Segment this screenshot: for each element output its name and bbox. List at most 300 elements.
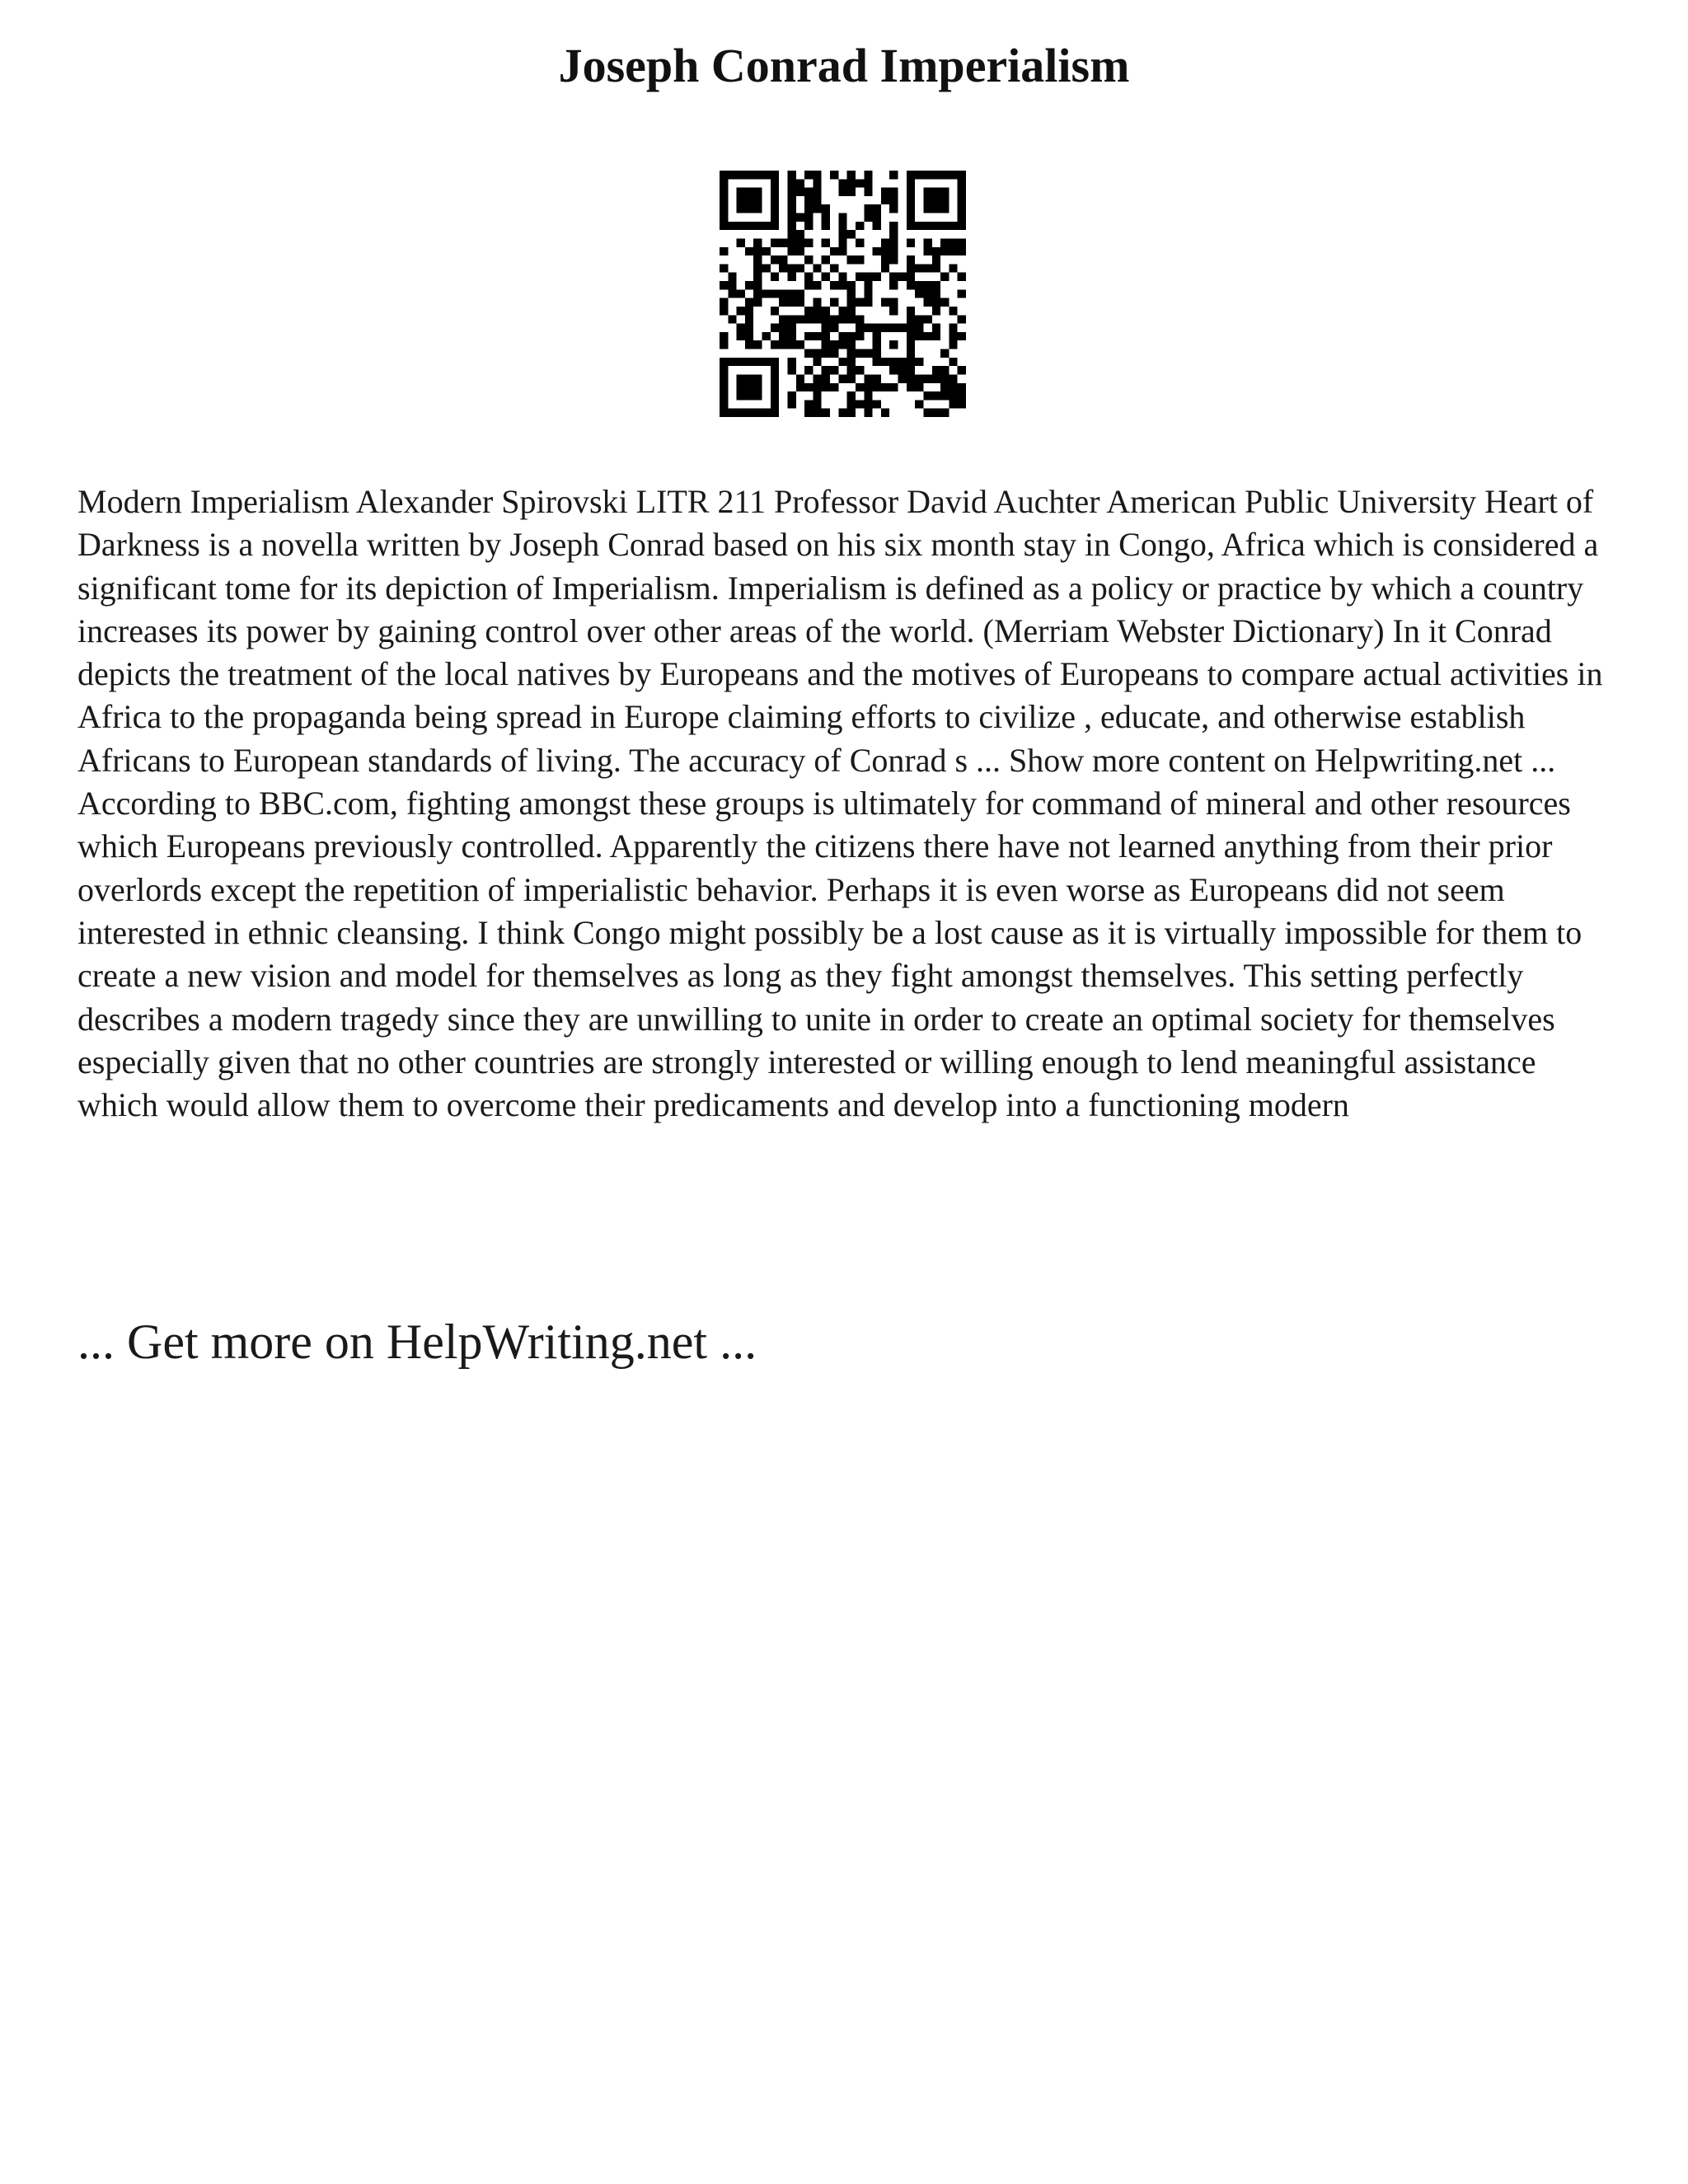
qr-module <box>753 298 762 307</box>
qr-module <box>813 409 821 417</box>
qr-module <box>856 179 864 187</box>
qr-module <box>796 188 804 196</box>
qr-module <box>889 340 898 349</box>
qr-module <box>787 171 795 179</box>
qr-module <box>745 298 753 307</box>
qr-module <box>822 273 830 281</box>
qr-module <box>822 307 830 315</box>
qr-module <box>940 349 949 358</box>
qr-module <box>737 196 745 204</box>
qr-module <box>864 188 872 196</box>
qr-module <box>804 307 813 315</box>
qr-module <box>949 340 957 349</box>
qr-module <box>804 315 813 323</box>
qr-module <box>847 349 856 358</box>
qr-module <box>771 238 779 246</box>
qr-module <box>958 196 966 204</box>
qr-module <box>838 374 846 382</box>
qr-module <box>720 247 728 255</box>
qr-module <box>949 264 957 272</box>
qr-module <box>804 281 813 289</box>
qr-module <box>889 171 898 179</box>
qr-module <box>771 204 779 213</box>
paragraph-intro: Modern Imperialism Alexander Spirovski LITR 211 Professor David Auchter American Public University Heart of Darkness is a novella written by Joseph Conrad based on his six month stay in Congo, Africa which is considered a significant tome for its depiction of Imperialism. Imperialism is defined as a policy or practice by which a country increases its power by gaining control over other areas of the world. (Merriam Webster Dictionary) In it Conrad depicts the treatment of the local natives by Europeans and the motives of Europeans to compare actual activities in Africa to the propaganda being spread in Europe claiming efforts to civilize , educate, and otherwise establish Africans to European standards of living. The accuracy of Conrad s ... Show more content on Helpwriting.net ... <box>77 483 1603 779</box>
qr-module <box>898 374 907 382</box>
qr-module <box>822 332 830 340</box>
qr-module <box>813 383 821 391</box>
qr-module <box>838 188 846 196</box>
qr-module <box>881 247 889 255</box>
qr-module <box>787 196 795 204</box>
qr-module <box>932 255 940 264</box>
qr-module <box>779 289 787 298</box>
qr-module <box>915 264 923 272</box>
qr-module <box>813 281 821 289</box>
qr-module <box>949 238 957 246</box>
qr-module <box>813 400 821 408</box>
qr-module <box>787 332 795 340</box>
qr-module <box>881 383 889 391</box>
qr-module <box>940 391 949 400</box>
qr-module <box>796 383 804 391</box>
qr-module <box>907 324 915 332</box>
qr-module <box>915 374 923 382</box>
qr-module <box>745 315 753 323</box>
qr-module <box>856 315 864 323</box>
qr-module <box>847 332 856 340</box>
qr-module <box>907 307 915 315</box>
qr-module <box>762 222 771 230</box>
get-more-link[interactable]: ... Get more on HelpWriting.net ... <box>77 1315 757 1369</box>
qr-module <box>753 340 762 349</box>
qr-module <box>940 238 949 246</box>
qr-module <box>753 374 762 382</box>
qr-module <box>940 247 949 255</box>
qr-module <box>932 391 940 400</box>
qr-module <box>787 298 795 307</box>
qr-module <box>889 358 898 366</box>
qr-module <box>830 324 838 332</box>
qr-module <box>940 298 949 307</box>
qr-module <box>813 307 821 315</box>
qr-module <box>838 179 846 187</box>
qr-module <box>720 298 728 307</box>
qr-module <box>745 358 753 366</box>
qr-module <box>753 264 762 272</box>
qr-module <box>745 281 753 289</box>
qr-module <box>720 179 728 187</box>
qr-module <box>889 273 898 281</box>
qr-module <box>856 383 864 391</box>
qr-module <box>923 222 931 230</box>
qr-module <box>847 340 856 349</box>
qr-module <box>762 409 771 417</box>
qr-module <box>958 179 966 187</box>
qr-module <box>932 247 940 255</box>
qr-module <box>822 409 830 417</box>
qr-module <box>787 188 795 196</box>
qr-module <box>923 298 931 307</box>
qr-module <box>753 383 762 391</box>
qr-module <box>745 188 753 196</box>
qr-module <box>745 204 753 213</box>
qr-module <box>771 307 779 315</box>
qr-module <box>881 188 889 196</box>
qr-module <box>923 391 931 400</box>
qr-module <box>889 230 898 238</box>
qr-module <box>762 358 771 366</box>
qr-module <box>838 409 846 417</box>
qr-module <box>822 238 830 246</box>
qr-module <box>787 289 795 298</box>
qr-module <box>923 281 931 289</box>
qr-module <box>728 273 736 281</box>
qr-module <box>864 349 872 358</box>
qr-module <box>949 383 957 391</box>
qr-module <box>804 222 813 230</box>
qr-module <box>745 324 753 332</box>
qr-module <box>856 238 864 246</box>
qr-module <box>932 204 940 213</box>
qr-module <box>889 383 898 391</box>
qr-module <box>813 349 821 358</box>
qr-module <box>779 340 787 349</box>
qr-module <box>753 171 762 179</box>
paragraph-bbc: According to BBC.com, fighting amongst these groups is ultimately for command of mineral and other resources which Europeans previously controlled. Apparently the citizens there have not learned anything from their prior overlords except the repetition of imperialistic behavior. Perhaps it is even worse as Europeans did not seem interested in ethnic cleansing. I think Congo might possibly be a lost cause as it is virtually impossible for them to create a new vision and model for themselves as long as they fight amongst themselves. This setting perfectly describes a modern tragedy since they are unwilling to unite in order to create an optimal society for themselves especially given that no other countries are strongly interested or willing enough to lend meaningful assistance which would allow them to overcome their predicaments and develop into a functioning modern <box>77 785 1582 1124</box>
qr-module <box>771 409 779 417</box>
qr-module <box>923 374 931 382</box>
qr-module <box>771 374 779 382</box>
qr-module <box>762 264 771 272</box>
qr-module <box>940 273 949 281</box>
qr-module <box>787 238 795 246</box>
qr-module <box>753 289 762 298</box>
qr-module <box>907 366 915 374</box>
qr-module <box>915 171 923 179</box>
qr-module <box>923 196 931 204</box>
qr-module <box>771 366 779 374</box>
qr-module <box>787 400 795 408</box>
qr-module <box>856 255 864 264</box>
qr-module <box>771 171 779 179</box>
qr-module <box>813 171 821 179</box>
qr-module <box>753 358 762 366</box>
qr-module <box>813 332 821 340</box>
qr-module <box>915 281 923 289</box>
qr-module <box>907 255 915 264</box>
qr-module <box>720 366 728 374</box>
qr-module <box>907 171 915 179</box>
qr-module <box>907 264 915 272</box>
qr-module <box>907 332 915 340</box>
qr-module <box>932 307 940 315</box>
qr-module <box>907 196 915 204</box>
qr-module <box>753 238 762 246</box>
qr-module <box>958 204 966 213</box>
qr-module <box>932 409 940 417</box>
qr-module <box>864 298 872 307</box>
qr-module <box>898 358 907 366</box>
qr-module <box>881 238 889 246</box>
qr-module <box>804 238 813 246</box>
article-body <box>77 480 1620 1127</box>
qr-module <box>838 213 846 222</box>
qr-module <box>787 264 795 272</box>
qr-module <box>873 273 881 281</box>
qr-module <box>923 247 931 255</box>
qr-module <box>932 196 940 204</box>
qr-module <box>864 391 872 400</box>
qr-module <box>847 230 856 238</box>
qr-module <box>881 324 889 332</box>
qr-module <box>796 264 804 272</box>
qr-module <box>923 289 931 298</box>
qr-module <box>864 409 872 417</box>
qr-module <box>822 222 830 230</box>
qr-module <box>753 196 762 204</box>
qr-module <box>753 409 762 417</box>
qr-module <box>958 222 966 230</box>
qr-module <box>804 213 813 222</box>
qr-module <box>958 391 966 400</box>
qr-module <box>779 298 787 307</box>
qr-module <box>796 179 804 187</box>
qr-module <box>737 204 745 213</box>
qr-module <box>720 332 728 340</box>
qr-module <box>958 188 966 196</box>
qr-module <box>881 196 889 204</box>
qr-module <box>847 409 856 417</box>
qr-module <box>907 273 915 281</box>
qr-module <box>804 349 813 358</box>
qr-module <box>771 255 779 264</box>
qr-module <box>864 204 872 213</box>
qr-module <box>745 340 753 349</box>
qr-module <box>915 289 923 298</box>
qr-module <box>856 400 864 408</box>
qr-module <box>830 171 838 179</box>
qr-module <box>771 391 779 400</box>
qr-module <box>745 409 753 417</box>
qr-module <box>804 400 813 408</box>
qr-module <box>923 188 931 196</box>
qr-module <box>958 366 966 374</box>
qr-module <box>737 238 745 246</box>
qr-module <box>847 171 856 179</box>
qr-module <box>907 281 915 289</box>
qr-module <box>771 222 779 230</box>
qr-module <box>907 358 915 366</box>
qr-module <box>907 213 915 222</box>
qr-module <box>771 383 779 391</box>
qr-module <box>932 374 940 382</box>
qr-module <box>720 196 728 204</box>
qr-module <box>889 298 898 307</box>
qr-module <box>737 171 745 179</box>
qr-module <box>804 171 813 179</box>
qr-module <box>847 298 856 307</box>
qr-module <box>787 230 795 238</box>
qr-module <box>915 358 923 366</box>
qr-module <box>753 273 762 281</box>
qr-module <box>822 349 830 358</box>
qr-module <box>813 315 821 323</box>
qr-module <box>838 315 846 323</box>
qr-module <box>745 307 753 315</box>
qr-module <box>830 366 838 374</box>
qr-module <box>907 179 915 187</box>
qr-module <box>830 315 838 323</box>
qr-module <box>753 247 762 255</box>
qr-module <box>847 391 856 400</box>
qr-module <box>728 358 736 366</box>
qr-module <box>771 273 779 281</box>
qr-module <box>915 315 923 323</box>
qr-module <box>932 289 940 298</box>
qr-module <box>753 222 762 230</box>
qr-module <box>787 340 795 349</box>
qr-module <box>822 374 830 382</box>
qr-module <box>822 213 830 222</box>
qr-module <box>822 255 830 264</box>
qr-module <box>932 281 940 289</box>
qr-module <box>830 247 838 255</box>
qr-module <box>720 171 728 179</box>
qr-module <box>787 213 795 222</box>
qr-module <box>847 255 856 264</box>
qr-module <box>720 204 728 213</box>
qr-module <box>932 264 940 272</box>
qr-module <box>787 358 795 366</box>
qr-module <box>864 213 872 222</box>
qr-module <box>762 247 771 255</box>
qr-module <box>856 273 864 281</box>
qr-module <box>771 324 779 332</box>
qr-module <box>889 324 898 332</box>
qr-module <box>720 281 728 289</box>
qr-module <box>889 366 898 374</box>
qr-module <box>737 324 745 332</box>
qr-module <box>804 204 813 213</box>
qr-module <box>753 188 762 196</box>
qr-module <box>796 298 804 307</box>
qr-module <box>856 332 864 340</box>
qr-module <box>915 332 923 340</box>
qr-module <box>864 273 872 281</box>
qr-module <box>813 188 821 196</box>
qr-module <box>771 358 779 366</box>
qr-module <box>720 307 728 315</box>
qr-module <box>847 307 856 315</box>
qr-module <box>907 349 915 358</box>
qr-module <box>940 374 949 382</box>
qr-module <box>940 409 949 417</box>
qr-module <box>958 273 966 281</box>
qr-module <box>838 340 846 349</box>
qr-module <box>923 332 931 340</box>
qr-module <box>813 264 821 272</box>
qr-module <box>779 315 787 323</box>
qr-module <box>958 247 966 255</box>
qr-module <box>873 204 881 213</box>
qr-module <box>923 264 931 272</box>
qr-module <box>787 315 795 323</box>
qr-code-icon <box>720 171 966 417</box>
qr-module <box>737 409 745 417</box>
qr-module <box>796 315 804 323</box>
qr-module <box>856 298 864 307</box>
qr-module <box>958 383 966 391</box>
qr-module <box>813 358 821 366</box>
qr-module <box>771 179 779 187</box>
qr-module <box>720 400 728 408</box>
qr-module <box>864 289 872 298</box>
qr-module <box>847 289 856 298</box>
qr-module <box>838 247 846 255</box>
qr-module <box>949 171 957 179</box>
qr-module <box>728 222 736 230</box>
qr-module <box>787 391 795 400</box>
qr-module <box>753 281 762 289</box>
qr-module <box>958 332 966 340</box>
qr-module <box>753 255 762 264</box>
qr-module <box>813 391 821 400</box>
qr-module <box>873 324 881 332</box>
qr-module <box>898 324 907 332</box>
qr-module <box>779 332 787 340</box>
qr-module <box>940 204 949 213</box>
qr-module <box>813 204 821 213</box>
qr-module <box>907 340 915 349</box>
qr-module <box>796 238 804 246</box>
qr-module <box>737 332 745 340</box>
qr-module <box>771 400 779 408</box>
qr-module <box>813 298 821 307</box>
qr-module <box>881 264 889 272</box>
qr-module <box>804 188 813 196</box>
qr-module <box>873 383 881 391</box>
qr-module <box>889 204 898 213</box>
qr-module <box>873 374 881 382</box>
qr-module <box>873 247 881 255</box>
qr-module <box>898 273 907 281</box>
qr-module <box>720 264 728 272</box>
qr-module <box>745 383 753 391</box>
qr-module <box>737 374 745 382</box>
qr-module <box>830 349 838 358</box>
qr-module <box>779 264 787 272</box>
qr-module <box>923 171 931 179</box>
qr-module <box>881 255 889 264</box>
qr-module <box>940 366 949 374</box>
qr-module <box>745 391 753 400</box>
qr-module <box>822 340 830 349</box>
qr-module <box>889 238 898 246</box>
qr-module <box>923 409 931 417</box>
qr-module <box>822 366 830 374</box>
qr-module <box>720 391 728 400</box>
qr-module <box>830 340 838 349</box>
qr-module <box>873 222 881 230</box>
qr-module <box>889 247 898 255</box>
qr-module <box>915 324 923 332</box>
qr-module <box>762 171 771 179</box>
qr-module <box>864 374 872 382</box>
qr-module <box>779 255 787 264</box>
qr-module <box>804 255 813 264</box>
qr-module <box>881 358 889 366</box>
qr-module <box>847 179 856 187</box>
